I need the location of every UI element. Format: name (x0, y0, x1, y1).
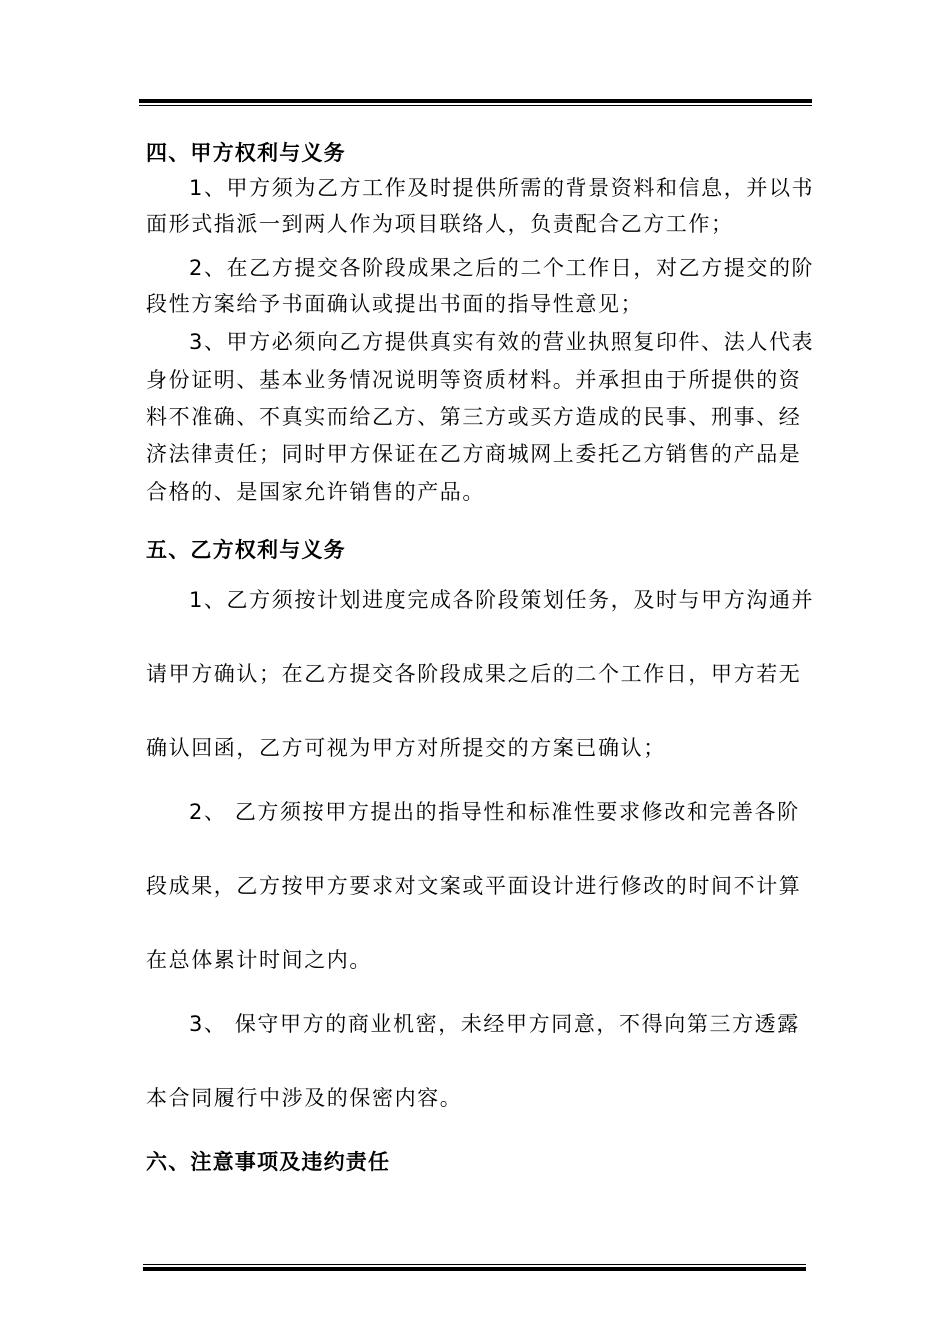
header-rule (139, 99, 812, 106)
section-5-line: 请甲方确认；在乙方提交各阶段成果之后的二个工作日，甲方若无 (146, 662, 802, 686)
section-5-line: 本合同履行中涉及的保密内容。 (146, 1086, 463, 1110)
section-5-line: 1、乙方须按计划进度完成各阶段策划任务，及时与甲方沟通并 (189, 588, 815, 612)
section-4-line: 济法律责任；同时甲方保证在乙方商城网上委托乙方销售的产品是 (146, 442, 802, 466)
section-5-line: 2、 乙方须按甲方提出的指导性和标准性要求修改和完善各阶 (189, 800, 800, 824)
section-4-line: 段性方案给予书面确认或提出书面的指导性意见； (146, 292, 644, 316)
section-5-line: 3、 保守甲方的商业机密，未经甲方同意，不得向第三方透露 (189, 1012, 800, 1036)
section-4-line: 合格的、是国家允许销售的产品。 (146, 480, 485, 504)
section-4-heading: 四、甲方权利与义务 (146, 141, 346, 165)
section-4-line: 面形式指派一到两人作为项目联络人，负责配合乙方工作； (146, 212, 734, 236)
section-4-line: 料不准确、不真实而给乙方、第三方或买方造成的民事、刑事、经 (146, 405, 802, 429)
section-5-line: 确认回函，乙方可视为甲方对所提交的方案已确认； (146, 736, 666, 760)
section-4-line: 1、甲方须为乙方工作及时提供所需的背景资料和信息，并以书 (189, 176, 815, 200)
section-6-heading: 六、注意事项及违约责任 (146, 1150, 391, 1174)
section-5-heading: 五、乙方权利与义务 (146, 538, 346, 562)
footer-rule (143, 1264, 806, 1271)
section-4-line: 身份证明、基本业务情况说明等资质材料。并承担由于所提供的资 (146, 368, 802, 392)
section-4-line: 3、甲方必须向乙方提供真实有效的营业执照复印件、法人代表 (189, 330, 815, 354)
section-4-line: 2、在乙方提交各阶段成果之后的二个工作日，对乙方提交的阶 (189, 256, 815, 280)
section-5-line: 段成果，乙方按甲方要求对文案或平面设计进行修改的时间不计算 (146, 874, 802, 898)
section-5-line: 在总体累计时间之内。 (146, 948, 372, 972)
